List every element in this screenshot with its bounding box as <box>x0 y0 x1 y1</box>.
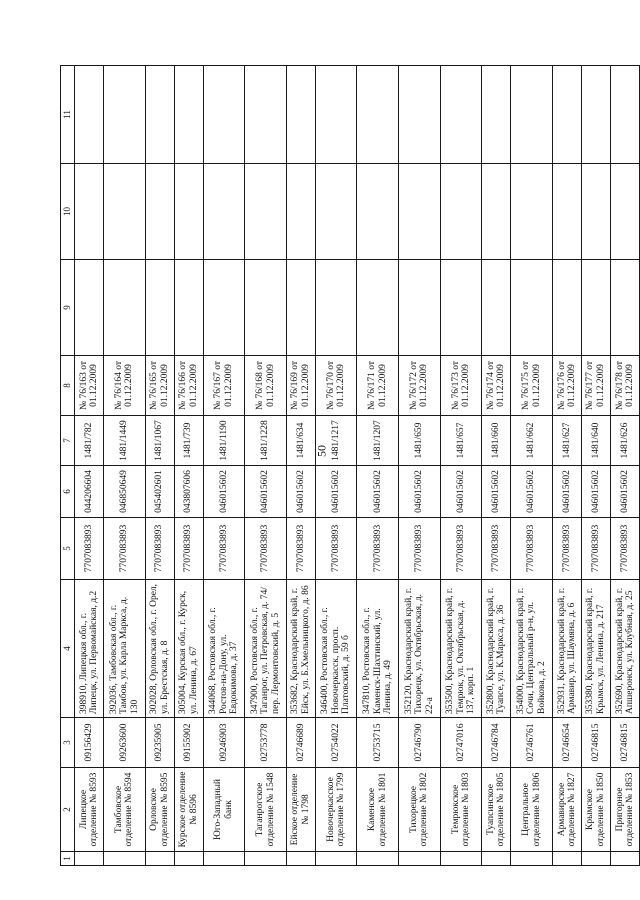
cell-c9 <box>145 260 174 356</box>
cell-c6: 046015602 <box>203 466 245 518</box>
cell-c6: 046015602 <box>245 466 287 518</box>
table-row <box>286 66 315 866</box>
branches-table <box>60 65 640 866</box>
cell-c10 <box>357 164 399 260</box>
cell-address: 353682, Краснодарский край, г. Ейск, ул. Б.Хмельницкого, д. 86 <box>286 580 315 718</box>
cell-c5: 7707083893 <box>357 518 399 580</box>
cell-c3: 02753778 <box>245 718 287 768</box>
cell-c11 <box>145 66 174 164</box>
cell-c9 <box>440 260 482 356</box>
cell-c6: 046015602 <box>482 466 511 518</box>
cell-c7: 1481/626 <box>610 416 639 466</box>
cell-name: Новочеркасское отделение № 1799 <box>315 768 357 852</box>
cell-name: Тамбовское отделение № 8594 <box>103 768 145 852</box>
cell-c10 <box>315 164 357 260</box>
cell-c10 <box>245 164 287 260</box>
cell-c3: 02746815 <box>581 718 610 768</box>
cell-c1 <box>552 852 581 866</box>
cell-c10 <box>203 164 245 260</box>
cell-c3: 09235905 <box>145 718 174 768</box>
cell-c1 <box>203 852 245 866</box>
cell-c5: 7707083893 <box>399 518 441 580</box>
cell-c8: № 76/171 от 01.12.2009 <box>357 356 399 416</box>
cell-c1 <box>399 852 441 866</box>
table-row <box>75 66 104 866</box>
cell-c5: 7707083893 <box>145 518 174 580</box>
cell-c1 <box>440 852 482 866</box>
cell-name: Армавирское отделение № 1827 <box>552 768 581 852</box>
cell-c1 <box>482 852 511 866</box>
table-row <box>552 66 581 866</box>
cell-c8: № 76/176 от 01.12.2009 <box>552 356 581 416</box>
cell-address: 352931, Краснодарский край, г. Армавир, ул. Шаумяна, д. 6 <box>552 580 581 718</box>
cell-c10 <box>610 164 639 260</box>
cell-name: Каменское отделение № 1801 <box>357 768 399 852</box>
cell-address: 347810, Ростовская обл., г. Каменск-Шахтинский, ул. Ленина, д. 49 <box>357 580 399 718</box>
cell-c5: 7707083893 <box>75 518 104 580</box>
cell-c1 <box>581 852 610 866</box>
cell-c3: 02746689 <box>286 718 315 768</box>
cell-address: 352800, Краснодарский край, г. Туапсе, ул. К.Маркса, д. 36 <box>482 580 511 718</box>
cell-c5: 7707083893 <box>103 518 145 580</box>
cell-c3: 02753715 <box>357 718 399 768</box>
cell-c3: 02746654 <box>552 718 581 768</box>
cell-c5: 7707083893 <box>245 518 287 580</box>
cell-name: Таганрогское отделение № 1548 <box>245 768 287 852</box>
header-row <box>61 66 75 866</box>
table-row <box>511 66 553 866</box>
cell-c1 <box>511 852 553 866</box>
cell-c7: 1481/1449 <box>103 416 145 466</box>
cell-c6: 045402601 <box>145 466 174 518</box>
cell-c8: № 76/168 от 01.12.2009 <box>245 356 287 416</box>
table-row <box>103 66 145 866</box>
cell-c5: 7707083893 <box>174 518 203 580</box>
cell-c8: № 76/169 от 01.12.2009 <box>286 356 315 416</box>
cell-c9 <box>552 260 581 356</box>
table-row <box>245 66 287 866</box>
cell-address: 353380, Краснодарский край, г. Крымск, ул. Ленина, д. 217 <box>581 580 610 718</box>
cell-c11 <box>399 66 441 164</box>
cell-c3: 09263600 <box>103 718 145 768</box>
cell-c6: 046015602 <box>440 466 482 518</box>
cell-c11 <box>203 66 245 164</box>
cell-c6: 046015602 <box>399 466 441 518</box>
cell-c9 <box>103 260 145 356</box>
cell-c8: № 76/172 от 01.12.2009 <box>399 356 441 416</box>
cell-c5: 7707083893 <box>203 518 245 580</box>
table-row <box>357 66 399 866</box>
cell-c8: № 76/173 от 01.12.2009 <box>440 356 482 416</box>
cell-c10 <box>552 164 581 260</box>
cell-c10 <box>286 164 315 260</box>
cell-name: Орловское отделение № 8595 <box>145 768 174 852</box>
cell-c1 <box>315 852 357 866</box>
cell-c10 <box>581 164 610 260</box>
cell-c7: 1481/1067 <box>145 416 174 466</box>
column-header: 6 <box>61 466 75 518</box>
column-header: 2 <box>61 768 75 852</box>
cell-c7: 1481/634 <box>286 416 315 466</box>
cell-c11 <box>75 66 104 164</box>
table-row <box>203 66 245 866</box>
cell-address: 302028, Орловская обл., г. Орел, ул. Брестская, д. 8 <box>145 580 174 718</box>
cell-c6: 046015602 <box>286 466 315 518</box>
column-header: 5 <box>61 518 75 580</box>
cell-c9 <box>75 260 104 356</box>
cell-c7: 1481/640 <box>581 416 610 466</box>
cell-name: Тихорецкое отделение № 1802 <box>399 768 441 852</box>
cell-c5: 7707083893 <box>286 518 315 580</box>
cell-c10 <box>399 164 441 260</box>
table-row <box>399 66 441 866</box>
cell-c5: 7707083893 <box>581 518 610 580</box>
cell-c7: 1481/1228 <box>245 416 287 466</box>
cell-address: 354000, Краснодарский край, г. Сочи, Центральный р-н, ул. Войкова, д. 2 <box>511 580 553 718</box>
cell-c11 <box>610 66 639 164</box>
cell-c10 <box>174 164 203 260</box>
cell-address: 353500, Краснодарский край, г. Темрюк, ул. Октябрьская, д. 137, корп. 1 <box>440 580 482 718</box>
cell-c8: № 76/163 от 01.12.2009 <box>75 356 104 416</box>
cell-c11 <box>357 66 399 164</box>
cell-c1 <box>103 852 145 866</box>
cell-c5: 7707083893 <box>315 518 357 580</box>
cell-c8: № 76/164 от 01.12.2009 <box>103 356 145 416</box>
cell-c3: 02746790 <box>399 718 441 768</box>
cell-address: 352690, Краснодарский край, г. Апшеронск, ул. Клубная, д. 25 <box>610 580 639 718</box>
cell-c5: 7707083893 <box>482 518 511 580</box>
cell-c11 <box>286 66 315 164</box>
cell-c1 <box>286 852 315 866</box>
cell-c7: 1481/660 <box>482 416 511 466</box>
cell-c9 <box>357 260 399 356</box>
cell-c1 <box>75 852 104 866</box>
cell-c8: № 76/174 от 01.12.2009 <box>482 356 511 416</box>
cell-c10 <box>103 164 145 260</box>
cell-c7: 1481/1190 <box>203 416 245 466</box>
cell-address: 352120, Краснодарский край, г. Тихорецк, ул. Октябрьская, д. 22-а <box>399 580 441 718</box>
cell-c9 <box>315 260 357 356</box>
cell-c10 <box>511 164 553 260</box>
cell-c7: 1481/659 <box>399 416 441 466</box>
cell-c7: 1481/662 <box>511 416 553 466</box>
cell-c6: 046015602 <box>357 466 399 518</box>
table-body <box>75 66 640 866</box>
cell-c11 <box>174 66 203 164</box>
column-header: 1 <box>61 852 75 866</box>
column-header: 11 <box>61 66 75 164</box>
cell-c7: 1481/782 <box>75 416 104 466</box>
cell-c6: 046850649 <box>103 466 145 518</box>
table-row <box>610 66 639 866</box>
cell-address: 344068, Ростовская обл., г. Ростов-на-Дону, ул. Евдокимова, д. 37 <box>203 580 245 718</box>
cell-c8: № 76/165 от 01.12.2009 <box>145 356 174 416</box>
cell-c10 <box>440 164 482 260</box>
cell-c6: 043807606 <box>174 466 203 518</box>
cell-c7: 1481/657 <box>440 416 482 466</box>
cell-c5: 7707083893 <box>440 518 482 580</box>
cell-c6: 046015602 <box>552 466 581 518</box>
table-row <box>482 66 511 866</box>
cell-c11 <box>103 66 145 164</box>
cell-name: Пригорное отделение № 1853 <box>610 768 639 852</box>
cell-c8: № 76/175 от 01.12.2009 <box>511 356 553 416</box>
cell-c10 <box>75 164 104 260</box>
column-header: 8 <box>61 356 75 416</box>
cell-c11 <box>581 66 610 164</box>
cell-c1 <box>245 852 287 866</box>
cell-c8: № 76/167 от 01.12.2009 <box>203 356 245 416</box>
page-number: 50 <box>314 445 329 457</box>
table-row <box>174 66 203 866</box>
rotated-page <box>60 66 640 866</box>
cell-c7: 1481/1217 <box>315 416 357 466</box>
cell-address: 346400, Ростовская обл., г. Новочеркасск, просп. Платовский, д. 59 б <box>315 580 357 718</box>
cell-c9 <box>581 260 610 356</box>
cell-c3: 09246903 <box>203 718 245 768</box>
cell-name: Юго-Западный банк <box>203 768 245 852</box>
cell-name: Темрюкское отделение № 1803 <box>440 768 482 852</box>
cell-c8: № 76/166 от 01.12.2009 <box>174 356 203 416</box>
cell-c11 <box>482 66 511 164</box>
cell-c3: 09155902 <box>174 718 203 768</box>
cell-c5: 7707083893 <box>552 518 581 580</box>
cell-c3: 02746784 <box>482 718 511 768</box>
cell-c8: № 76/170 от 01.12.2009 <box>315 356 357 416</box>
cell-c6: 046015602 <box>511 466 553 518</box>
table-row <box>315 66 357 866</box>
column-header: 3 <box>61 718 75 768</box>
cell-name: Крымское отделение № 1850 <box>581 768 610 852</box>
cell-name: Ейское отделение № 1798 <box>286 768 315 852</box>
cell-c6: 046015602 <box>581 466 610 518</box>
cell-c10 <box>482 164 511 260</box>
cell-c9 <box>203 260 245 356</box>
cell-c9 <box>610 260 639 356</box>
column-header: 4 <box>61 580 75 718</box>
table-row <box>440 66 482 866</box>
cell-name: Туапсинское отделение № 1805 <box>482 768 511 852</box>
cell-c3: 02746815 <box>610 718 639 768</box>
cell-c9 <box>399 260 441 356</box>
cell-name: Курское отделение № 8596 <box>174 768 203 852</box>
cell-name: Центральное отделение № 1806 <box>511 768 553 852</box>
cell-c9 <box>482 260 511 356</box>
column-header: 9 <box>61 260 75 356</box>
cell-c5: 7707083893 <box>511 518 553 580</box>
table-row <box>145 66 174 866</box>
cell-address: 398910, Липецкая обл., г. Липецк, ул. Первомайская, д.2 <box>75 580 104 718</box>
cell-c3: 02754022 <box>315 718 357 768</box>
cell-address: 347900, Ростовская обл., г. Таганрог, ул. Петровская, д. 74/пер. Лермонтовский, д. 5 <box>245 580 287 718</box>
cell-c1 <box>610 852 639 866</box>
cell-c9 <box>511 260 553 356</box>
cell-c8: № 76/177 от 01.12.2009 <box>581 356 610 416</box>
cell-c11 <box>511 66 553 164</box>
cell-c7: 1481/739 <box>174 416 203 466</box>
table-row <box>581 66 610 866</box>
cell-c9 <box>245 260 287 356</box>
cell-c9 <box>286 260 315 356</box>
column-header: 7 <box>61 416 75 466</box>
cell-c6: 046015602 <box>610 466 639 518</box>
column-header: 10 <box>61 164 75 260</box>
cell-name: Липецкое отделение № 8593 <box>75 768 104 852</box>
cell-c1 <box>357 852 399 866</box>
cell-c6: 044206604 <box>75 466 104 518</box>
cell-c1 <box>174 852 203 866</box>
cell-c11 <box>315 66 357 164</box>
cell-c7: 1481/1207 <box>357 416 399 466</box>
cell-c10 <box>145 164 174 260</box>
cell-c11 <box>440 66 482 164</box>
cell-address: 392036, Тамбовская обл., г. Тамбов, ул. Карла Маркса, д. 130 <box>103 580 145 718</box>
cell-address: 305004, Курская обл., г. Курск, ул. Ленина, д. 67 <box>174 580 203 718</box>
cell-c9 <box>174 260 203 356</box>
cell-c7: 1481/627 <box>552 416 581 466</box>
cell-c6: 046015602 <box>315 466 357 518</box>
cell-c11 <box>552 66 581 164</box>
cell-c1 <box>145 852 174 866</box>
cell-c8: № 76/178 от 01.12.2009 <box>610 356 639 416</box>
cell-c3: 02746761 <box>511 718 553 768</box>
cell-c3: 09156429 <box>75 718 104 768</box>
cell-c11 <box>245 66 287 164</box>
cell-c3: 02747016 <box>440 718 482 768</box>
cell-c5: 7707083893 <box>610 518 639 580</box>
